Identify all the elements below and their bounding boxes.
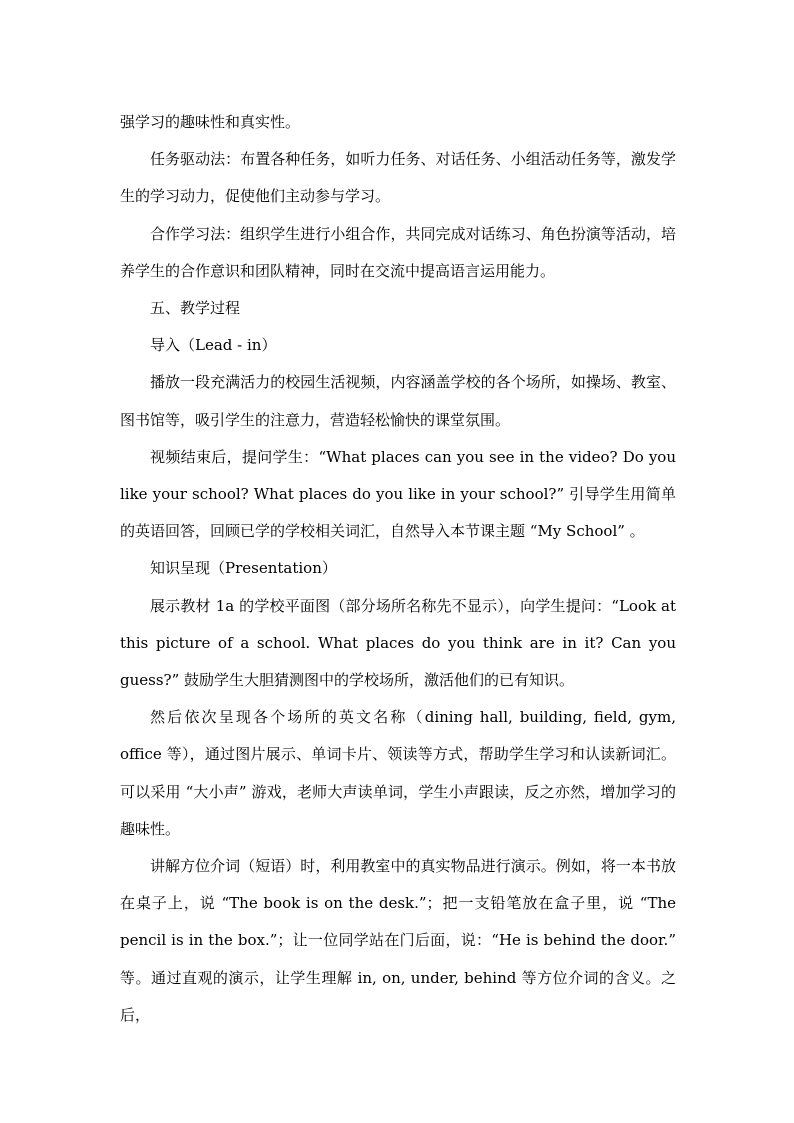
paragraph-continuation: 强学习的趣味性和真实性。 xyxy=(120,113,301,131)
paragraph-task-driven-method: 任务驱动法：布置各种任务，如听力任务、对话任务、小组活动任务等，激发学生的学习动力，促使他们主动参与学习。 xyxy=(120,150,676,206)
paragraph-video-questions: 视频结束后，提问学生：“What places can you see in the video? Do you like your school? What places do you like in your school?” 引导学生用简单的英语回答，回顾已学的学校相关词汇，自然导入本节课主题 “My School” 。 xyxy=(120,447,676,541)
paragraph-vocabulary: 然后依次呈现各个场所的英文名称（dining hall, building, field, gym, office 等），通过图片展示、单词卡片、领读等方式，帮助学生学习和认读新词汇。可以采用 “大小声” 游戏，老师大声读单词，学生小声跟读，反之亦然，增加学习的趣味性。 xyxy=(120,708,676,838)
subheading-lead-in: 导入（Lead - in） xyxy=(150,336,277,355)
paragraph-prepositions: 讲解方位介词（短语）时，利用教室中的真实物品进行演示。例如，将一本书放在桌子上，说 “The book is on the desk.”；把一支铅笔放在盒子里，说 “The pencil is in the box.”；让一位同学站在门后面，说：“He is behind the door.” 等。通过直观的演示，让学生理解 in, on, under, behind 等方位介词的含义。之后， xyxy=(120,857,676,1024)
subheading-presentation: 知识呈现（Presentation） xyxy=(150,559,337,578)
paragraph-school-map: 展示教材 1a 的学校平面图（部分场所名称先不显示），向学生提问：“Look at this picture of a school. What places do you think are in it? Can you guess?” 鼓励学生大胆猜测图中的学校场所，激活他们的已有知识。 xyxy=(120,596,676,690)
paragraph-video-intro: 播放一段充满活力的校园生活视频，内容涵盖学校的各个场所，如操场、教室、图书馆等，吸引学生的注意力，营造轻松愉快的课堂氛围。 xyxy=(120,373,676,429)
document-body xyxy=(120,104,676,1034)
paragraph-cooperative-learning-method: 合作学习法：组织学生进行小组合作，共同完成对话练习、角色扮演等活动，培养学生的合作意识和团队精神，同时在交流中提高语言运用能力。 xyxy=(120,224,676,280)
section-heading-teaching-process: 五、教学过程 xyxy=(150,299,241,318)
